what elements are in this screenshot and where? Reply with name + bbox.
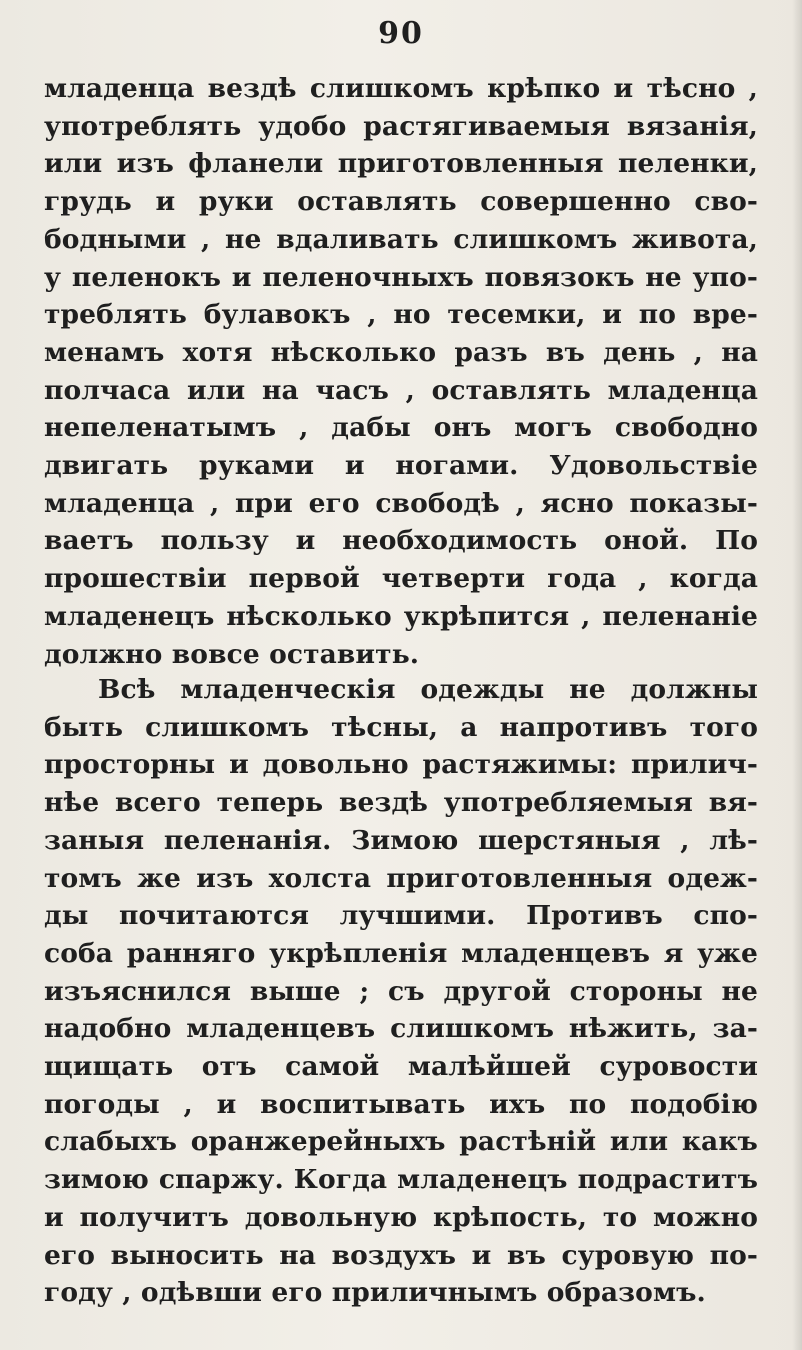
paragraph-2-line-3: просторны и довольно растяжимы: прилич- xyxy=(44,749,758,781)
paragraph-2-line-14: зимою спаржу. Когда младенецъ подраститъ xyxy=(44,1164,758,1196)
paragraph-1-line-5: бодными , не вдаливать слишкомъ живота, xyxy=(44,223,758,255)
paragraph-1-line-10: непеленатымъ , дабы онъ могъ свободно xyxy=(44,412,758,444)
paragraph-2-line-15: и получитъ довольную крѣпость, то можно xyxy=(44,1201,758,1233)
paragraph-1-line-8: менамъ хотя нѣсколько разъ въ день , на xyxy=(44,336,758,368)
paragraph-2-line-6: томъ же изъ холста приготовленныя одеж- xyxy=(44,862,758,894)
paragraph-1-line-2: употреблять удобо растягиваемыя вязанія, xyxy=(44,110,758,142)
paragraph-2-line-12: погоды , и воспитывать ихъ по подобію xyxy=(44,1088,758,1120)
paragraph-2-line-4: нѣе всего теперь вездѣ употребляемыя вя- xyxy=(44,787,758,819)
paragraph-2-line-8: соба ранняго укрѣпленія младенцевъ я уже xyxy=(44,937,758,969)
paragraph-2-line-2: быть слишкомъ тѣсны, а напротивъ того xyxy=(44,711,758,743)
paragraph-1-line-14: прошествіи первой четверти года , когда xyxy=(44,563,758,595)
paragraph-1-line-1: младенца вездѣ слишкомъ крѣпко и тѣсно , xyxy=(44,73,758,104)
page-edge-shadow xyxy=(792,0,802,1350)
paragraph-2-line-10: надобно младенцевъ слишкомъ нѣжить, за- xyxy=(44,1013,758,1045)
paragraph-1-line-16: должно вовсе оставить. xyxy=(44,638,420,670)
paragraph-2 xyxy=(44,671,758,1312)
paragraph-1-line-15: младенецъ нѣсколько укрѣпится , пеленаніе xyxy=(44,600,758,632)
paragraph-2-line-9: изъяснился выше ; съ другой стороны не xyxy=(44,975,758,1007)
paragraph-1 xyxy=(44,70,758,673)
paragraph-1-line-7: треблять булавокъ , но тесемки, и по вре- xyxy=(44,299,758,331)
paragraph-2-line-16: его выносить на воздухъ и въ суровую по- xyxy=(44,1239,758,1271)
paragraph-2-line-13: слабыхъ оранжерейныхъ растѣній или какъ xyxy=(44,1126,758,1158)
paragraph-1-line-3: или изъ фланели приготовленныя пеленки, xyxy=(44,148,758,180)
paragraph-1-line-9: полчаса или на часъ , оставлять младенца xyxy=(44,374,758,406)
paragraph-2-line-1: Всѣ младенческія одежды не должны xyxy=(98,674,758,705)
paragraph-1-line-13: ваетъ пользу и необходимость оной. По xyxy=(44,525,758,557)
paragraph-1-line-11: двигать руками и ногами. Удовольствіе xyxy=(44,450,758,482)
paragraph-2-line-7: ды почитаются лучшими. Противъ спо- xyxy=(44,900,758,932)
page-number: 90 xyxy=(378,16,424,51)
paragraph-1-line-6: у пеленокъ и пеленочныхъ повязокъ не упо- xyxy=(44,261,758,293)
paragraph-2-line-5: заныя пеленанія. Зимою шерстяныя , лѣ- xyxy=(44,824,758,856)
paragraph-1-line-12: младенца , при его свободѣ , ясно показы- xyxy=(44,487,758,519)
paragraph-2-line-11: щищать отъ самой малѣйшей суровости xyxy=(44,1051,758,1083)
paragraph-1-line-4: грудь и руки оставлять совершенно сво- xyxy=(44,186,758,218)
paragraph-2-line-17: году , одѣвши его приличнымъ образомъ. xyxy=(44,1277,706,1309)
